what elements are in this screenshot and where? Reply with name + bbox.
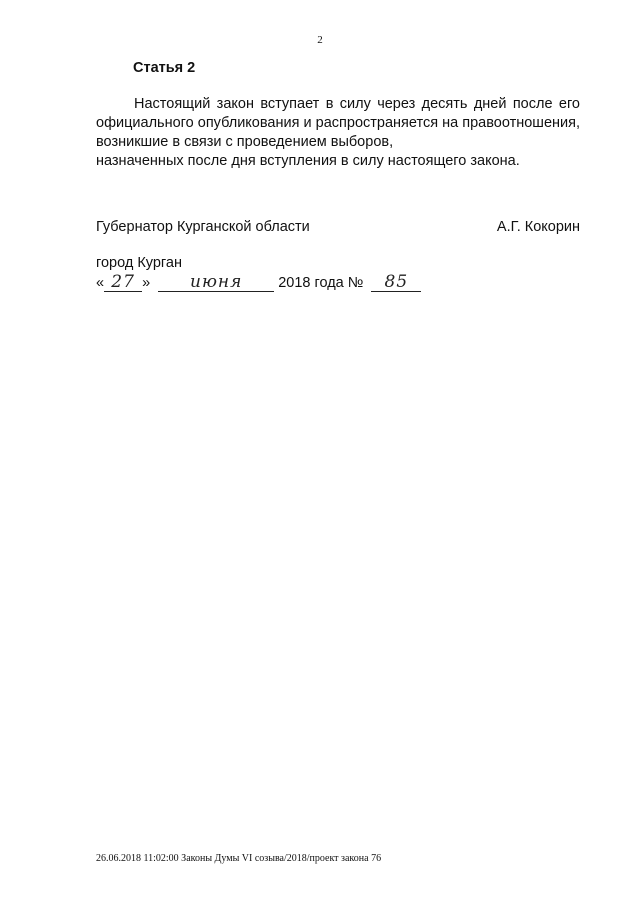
handwritten-month: июня xyxy=(190,272,243,292)
page-number: 2 xyxy=(317,34,323,46)
article-paragraph xyxy=(96,95,580,171)
open-quote: « xyxy=(96,275,105,291)
footer-filepath: 26.06.2018 11:02:00 Законы Думы VI созыва/2018/проект закона 76 xyxy=(96,853,382,864)
city-name: город Курган xyxy=(96,255,182,271)
month-field xyxy=(158,274,274,292)
governor-title: Губернатор Курганской области xyxy=(96,219,310,235)
year-label: 2018 года № xyxy=(278,275,364,291)
date-line xyxy=(96,274,421,292)
close-quote: » xyxy=(142,275,151,291)
day-field xyxy=(104,274,142,292)
handwritten-day: 27 xyxy=(111,272,135,292)
article-text-last-line: назначенных после дня вступления в силу настоящего закона. xyxy=(96,153,520,169)
handwritten-number: 85 xyxy=(384,272,409,292)
governor-name: А.Г. Кокорин xyxy=(496,219,580,235)
article-heading: Статья 2 xyxy=(133,60,196,76)
number-field xyxy=(371,274,421,292)
article-text: Настоящий закон вступает в силу через десять дней после его официального опубликования и распространяется на правоотношения, возникшие в связи с проведением выборов, xyxy=(96,96,580,150)
